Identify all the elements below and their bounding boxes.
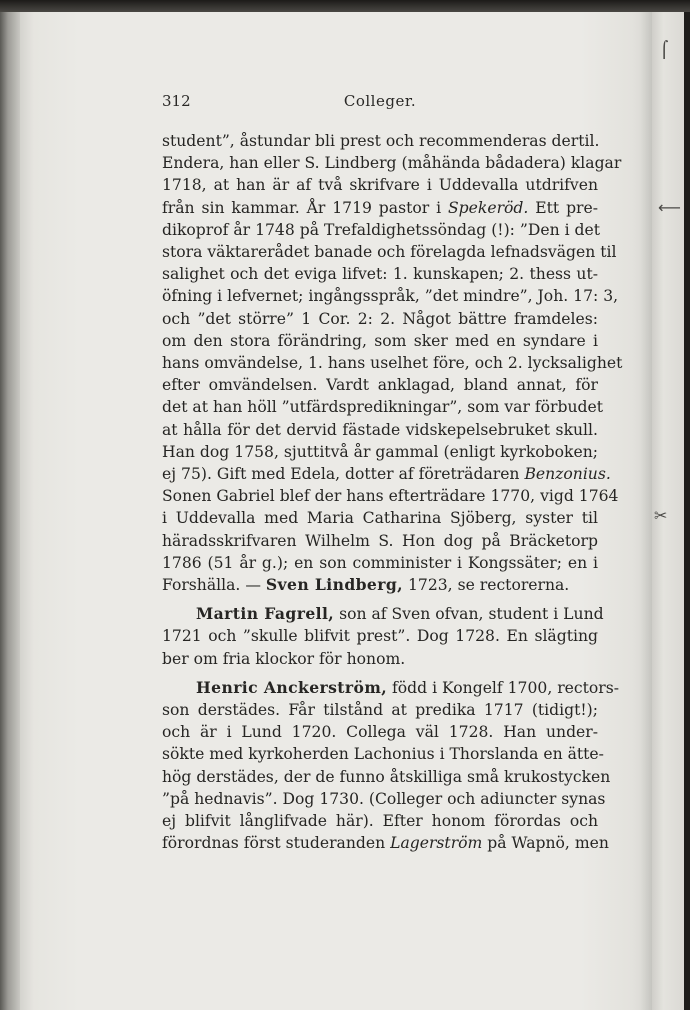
text-line [162,810,598,832]
text-line [162,603,604,625]
text-line [162,507,598,529]
italic-term: Spekeröd. [448,198,529,217]
text-run: och är i Lund 1720. Collega väl 1728. Han under- [162,723,598,742]
margin-arrow-icon: ⟵ [658,198,681,217]
text-line [162,152,622,174]
text-run: det at han höll ”utfärdspredikningar”, som var förbudet [162,398,603,417]
paragraph [162,603,604,670]
text-line [162,285,619,307]
italic-term: Benzonius. [524,465,611,484]
text-line [162,197,598,219]
text-run: på Wapnö, men [482,834,609,853]
text-run: student”, åstundar bli prest och recommenderas dertil. [162,132,600,150]
text-line [162,832,609,854]
text-line [162,463,611,485]
margin-clip-icon: ✂ [654,506,668,525]
person-name: Henric Anckerström, [196,677,388,697]
text-line [162,263,598,285]
text-line [162,574,598,596]
italic-term: Lagerström [390,834,483,853]
text-line [162,485,619,507]
paragraph [162,130,623,596]
text-run: född i Kongelf 1700, rectors- [387,678,620,697]
text-run: son af Sven ofvan, student i Lund [334,605,604,624]
text-run: Ett pre- [528,198,599,217]
text-run: at hålla för det dervid fästade vidskepelsebruket skull. [162,420,598,439]
text-run: Sonen Gabriel blef der hans efterträdare 1770, vigd 1764 [162,487,619,506]
text-line [162,130,598,152]
text-line [162,677,620,699]
text-run: 1786 (51 år g.); en son comminister i Kongssäter; en i [162,553,598,572]
page-body [162,130,623,855]
text-run: och ”det större” 1 Cor. 2: 2. Något bättre framdeles: [162,309,598,328]
margin-bracket-icon: ⌠ [660,40,669,59]
text-run: i Uddevalla med Maria Catharina Sjöberg, syster til [162,509,598,528]
text-line [162,625,598,647]
text-run: ej blifvit långlifvade här). Efter honom förordas och [162,812,598,831]
text-run: Forshälla. — [162,576,266,595]
text-line [162,352,623,374]
text-line [162,219,598,241]
text-line [162,552,598,574]
text-run: son derstädes. Får tilstånd at predika 1717 (tidigt!); [162,701,598,720]
page-shadow [640,12,652,1010]
text-run: ej 75). Gift med Edela, dotter af företrädaren [162,465,525,484]
text-line [162,648,598,670]
scan-top-edge [0,0,690,12]
book-gutter [0,12,20,1010]
text-run: från sin kammar. År 1719 pastor i [162,198,448,217]
text-line [162,766,611,788]
text-line [162,721,598,743]
text-run: hög derstädes, der de funno åtskilliga små krukostycken [162,767,611,786]
text-line [162,743,604,765]
text-run: häradsskrifvaren Wilhelm S. Hon dog på Bräcketorp [162,531,598,550]
text-line [162,788,606,810]
text-line [162,174,598,196]
text-run: ber om fria klockor för honom. [162,649,406,668]
paragraph [162,677,620,855]
text-run: Endera, han eller S. Lindberg (måhända bådadera) klagar [162,154,622,173]
text-line [162,241,617,263]
text-run: öfning i lefvernet; ingångsspråk, ”det mindre”, Joh. 17: 3, [162,287,619,306]
text-line [162,419,598,441]
text-line [162,396,603,418]
text-run: ”på hednavis”. Dog 1730. (Colleger och adiuncter synas [162,789,606,808]
text-run: stora väktarerådet banade och förelagda lefnadsvägen til [162,243,617,262]
text-run: Han dog 1758, sjuttitvå år gammal (enligt kyrkoboken; [162,442,598,461]
text-run: 1721 och ”skulle blifvit prest”. Dog 1728. En slägting [162,627,598,646]
text-run: 1723, se rectorerna. [403,576,570,595]
text-line [162,530,598,552]
text-line [162,330,598,352]
text-run: efter omvändelsen. Vardt anklagad, bland annat, för [162,376,598,395]
text-run: hans omvändelse, 1. hans uselhet före, och 2. lycksalighet [162,354,623,373]
page-number: 312 [162,92,191,110]
text-line [162,441,598,463]
scan-right-edge [684,12,690,1010]
running-head: Colleger. [343,92,417,110]
text-run: dikoprof år 1748 på Trefaldighetssöndag (!): ”Den i det [162,220,600,239]
text-run: 1718, at han är af två skrifvare i Uddevalla utdrifven [162,176,598,195]
page-header [162,92,598,116]
text-run: om den stora förändring, som sker med en syndare i [162,331,598,350]
text-run: salighet och det eviga lifvet: 1. kunskapen; 2. thess ut- [162,265,598,284]
person-name: Sven Lindberg, [265,575,404,595]
text-line [162,699,598,721]
text-run: sökte med kyrkoherden Lachonius i Thorslanda en ätte- [162,745,604,764]
text-line [162,308,598,330]
text-run: förordnas först studeranden [162,834,391,853]
person-name: Martin Fagrell, [196,604,335,624]
text-line [162,374,598,396]
